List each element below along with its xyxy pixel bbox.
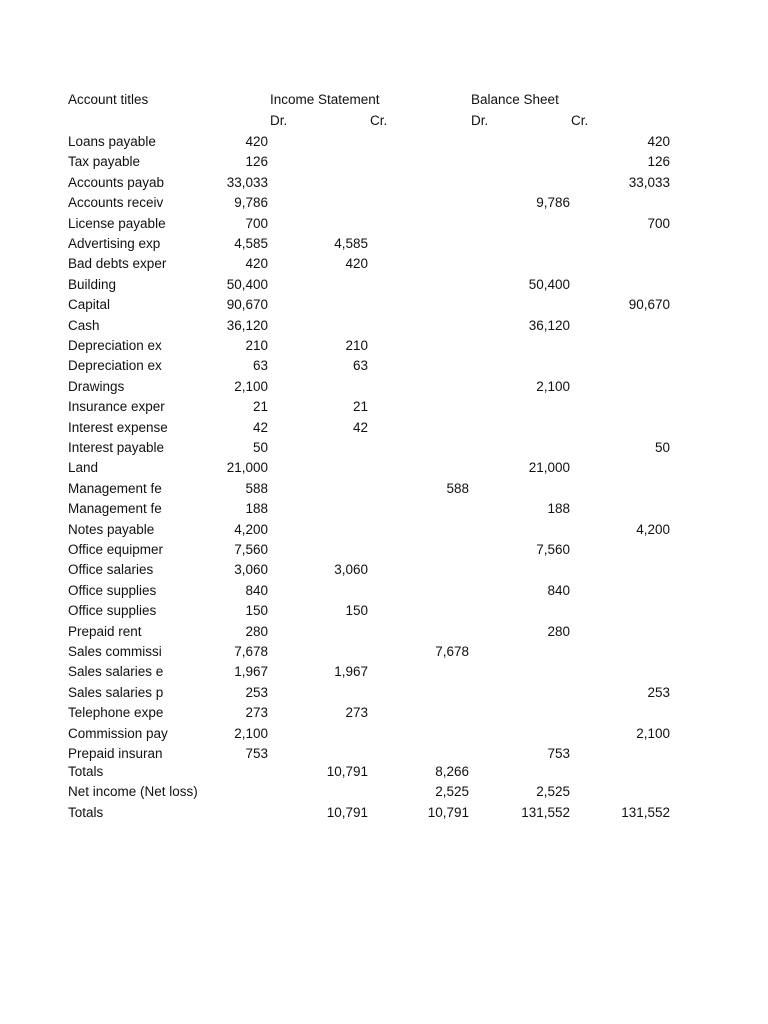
- account-title-cell: Prepaid insuran: [68, 746, 163, 761]
- ledger-dr-cell: 7,678: [234, 644, 268, 659]
- subheader-row: [0, 111, 768, 131]
- bs-dr-cell: [470, 642, 570, 662]
- bs-dr-cell: 753: [547, 746, 570, 761]
- bs-dr-cell: [470, 703, 570, 723]
- is-cr-cell: [369, 214, 469, 234]
- account-title-cell: Capital: [68, 297, 111, 313]
- is-dr-cell: 10,791: [326, 804, 368, 820]
- is-cr-cell: 8,266: [435, 764, 469, 779]
- bs-cr-cell: [570, 560, 670, 580]
- is-dr-cell: 1,967: [334, 664, 368, 680]
- bs-cr-cell: 131,552: [621, 804, 670, 820]
- account-title-cell: Bad debts exper: [68, 256, 167, 272]
- is-cr-cell: [369, 458, 469, 478]
- is-cr-cell: [369, 377, 469, 397]
- table-row: [0, 458, 768, 478]
- is-cr-cell: 2,525: [435, 784, 469, 800]
- is-dr-cell: 150: [345, 603, 368, 619]
- account-title-cell: Cash: [68, 317, 100, 333]
- bs-cr-cell: 2,100: [636, 725, 670, 741]
- table-row: [0, 295, 768, 315]
- bs-cr-cell: [570, 193, 670, 213]
- bs-cr-cell: 50: [654, 440, 670, 455]
- income-statement-header: Income Statement: [270, 92, 380, 107]
- bs-cr-cell: [570, 356, 670, 376]
- is-dr-header: Dr.: [270, 113, 288, 128]
- bs-cr-cell: [570, 782, 670, 802]
- bs-dr-cell: [470, 479, 570, 499]
- is-dr-cell: [268, 316, 368, 336]
- account-title-cell: Drawings: [68, 378, 125, 394]
- bs-cr-cell: [570, 377, 670, 397]
- bs-cr-cell: [570, 703, 670, 723]
- account-title-cell: Office supplies: [68, 603, 157, 619]
- is-cr-cell: [369, 152, 469, 172]
- bs-dr-cell: [470, 234, 570, 254]
- is-dr-cell: [268, 438, 368, 458]
- table-row: [0, 540, 768, 560]
- table-row: [0, 214, 768, 234]
- is-dr-cell: 42: [352, 419, 368, 435]
- table-row: [0, 703, 768, 723]
- account-title-cell: Totals: [68, 804, 104, 820]
- ledger-dr-cell: 4,585: [234, 236, 268, 251]
- bs-dr-cell: [470, 560, 570, 580]
- is-cr-cell: 588: [446, 480, 469, 496]
- table-row: [0, 234, 768, 254]
- ledger-dr-cell: 2,100: [234, 725, 268, 741]
- bs-cr-cell: [570, 254, 670, 274]
- ledger-dr-cell: 150: [245, 603, 268, 619]
- table-row: [0, 275, 768, 295]
- ledger-dr-cell: 21: [252, 399, 268, 415]
- account-title-cell: License payable: [68, 215, 166, 231]
- is-cr-cell: [369, 724, 469, 744]
- is-dr-cell: [268, 458, 368, 478]
- is-cr-cell: [369, 520, 469, 540]
- bs-dr-cell: [470, 418, 570, 438]
- account-title-cell: Loans payable: [68, 134, 156, 149]
- bs-cr-cell: [570, 234, 670, 254]
- is-cr-cell: [369, 662, 469, 682]
- bs-cr-cell: [570, 458, 670, 478]
- bs-dr-cell: 50,400: [528, 276, 570, 292]
- account-title-cell: Depreciation ex: [68, 358, 162, 374]
- account-title-cell: Notes payable: [68, 521, 155, 537]
- is-cr-cell: [369, 418, 469, 438]
- is-cr-cell: [369, 295, 469, 315]
- ledger-dr-cell: 42: [252, 419, 268, 435]
- is-cr-cell: [369, 316, 469, 336]
- bs-dr-cell: 840: [547, 582, 570, 598]
- is-dr-cell: [268, 132, 368, 152]
- is-dr-cell: [268, 724, 368, 744]
- is-cr-cell: [369, 234, 469, 254]
- ledger-dr-cell: 753: [245, 746, 268, 761]
- bs-cr-cell: [570, 499, 670, 519]
- table-row: [0, 479, 768, 499]
- bs-dr-cell: 131,552: [521, 804, 570, 820]
- is-dr-cell: 4,585: [334, 236, 368, 251]
- bs-cr-cell: 4,200: [636, 521, 670, 537]
- bs-dr-cell: 21,000: [528, 460, 570, 476]
- ledger-dr-cell: 420: [245, 256, 268, 272]
- is-dr-cell: [268, 377, 368, 397]
- is-dr-cell: 21: [352, 399, 368, 415]
- is-dr-cell: [268, 683, 368, 703]
- table-row: [0, 397, 768, 417]
- ledger-dr-cell: [168, 762, 268, 782]
- ledger-dr-cell: 4,200: [234, 521, 268, 537]
- bs-dr-cell: [470, 173, 570, 193]
- is-cr-cell: [369, 560, 469, 580]
- is-dr-cell: [268, 744, 368, 764]
- bs-cr-cell: [570, 479, 670, 499]
- table-row: [0, 254, 768, 274]
- account-title-cell: Office salaries: [68, 562, 154, 578]
- is-dr-cell: [268, 540, 368, 560]
- table-row: [0, 336, 768, 356]
- summary-row: [0, 762, 768, 782]
- is-cr-cell: [369, 540, 469, 560]
- ledger-dr-cell: 50: [252, 440, 268, 455]
- bs-dr-cell: 7,560: [536, 542, 570, 557]
- bs-cr-cell: [570, 540, 670, 560]
- is-dr-cell: [268, 642, 368, 662]
- ledger-dr-cell: 2,100: [234, 378, 268, 394]
- ledger-dr-cell: 50,400: [226, 276, 268, 292]
- table-row: [0, 724, 768, 744]
- is-dr-cell: [268, 520, 368, 540]
- table-row: [0, 683, 768, 703]
- is-cr-cell: [369, 132, 469, 152]
- account-title-cell: Net income (Net loss): [68, 784, 198, 800]
- ledger-dr-cell: 21,000: [226, 460, 268, 476]
- ledger-dr-cell: 90,670: [226, 297, 268, 313]
- table-row: [0, 152, 768, 172]
- table-row: [0, 193, 768, 213]
- balance-sheet-header: Balance Sheet: [471, 92, 559, 107]
- bs-cr-cell: 700: [647, 215, 670, 231]
- account-title-cell: Totals: [68, 764, 104, 779]
- bs-dr-cell: [470, 397, 570, 417]
- is-cr-cell: [369, 356, 469, 376]
- bs-dr-cell: [470, 762, 570, 782]
- is-cr-cell: [369, 683, 469, 703]
- ledger-dr-cell: 36,120: [226, 317, 268, 333]
- is-cr-cell: [369, 336, 469, 356]
- bs-dr-header: Dr.: [471, 113, 489, 128]
- is-cr-cell: 10,791: [427, 804, 469, 820]
- bs-cr-cell: [570, 397, 670, 417]
- bs-cr-cell: [570, 581, 670, 601]
- table-row: [0, 418, 768, 438]
- account-title-cell: Depreciation ex: [68, 338, 162, 353]
- ledger-dr-cell: 126: [245, 154, 268, 170]
- is-cr-cell: [369, 744, 469, 764]
- ledger-dr-cell: 9,786: [234, 195, 268, 211]
- bs-dr-cell: [470, 356, 570, 376]
- bs-cr-header: Cr.: [571, 113, 589, 128]
- bs-dr-cell: 2,100: [536, 378, 570, 394]
- table-row: [0, 744, 768, 764]
- bs-dr-cell: [470, 724, 570, 744]
- bs-dr-cell: [470, 152, 570, 172]
- ledger-dr-cell: 840: [245, 582, 268, 598]
- is-cr-cell: [369, 499, 469, 519]
- ledger-dr-cell: 273: [245, 705, 268, 721]
- ledger-dr-cell: 588: [245, 480, 268, 496]
- table-row: [0, 622, 768, 642]
- ledger-dr-cell: 700: [245, 215, 268, 231]
- account-title-cell: Advertising exp: [68, 236, 161, 251]
- account-title-cell: Sales salaries p: [68, 684, 164, 700]
- account-title-cell: Commission pay: [68, 725, 168, 741]
- is-dr-cell: [268, 622, 368, 642]
- bs-cr-cell: [570, 418, 670, 438]
- is-cr-cell: [369, 193, 469, 213]
- account-title-cell: Office equipmer: [68, 542, 164, 557]
- bs-cr-cell: 126: [647, 154, 670, 170]
- is-dr-cell: 210: [345, 338, 368, 353]
- is-cr-cell: [369, 581, 469, 601]
- bs-dr-cell: [470, 254, 570, 274]
- bs-cr-cell: [570, 642, 670, 662]
- is-cr-cell: [369, 622, 469, 642]
- account-title-cell: Interest expense: [68, 419, 168, 435]
- account-title-cell: Tax payable: [68, 154, 141, 170]
- account-title-cell: Accounts payab: [68, 174, 165, 190]
- is-cr-cell: [369, 275, 469, 295]
- account-title-cell: Accounts receiv: [68, 195, 164, 211]
- is-dr-cell: 10,791: [326, 764, 368, 779]
- account-title-cell: Interest payable: [68, 440, 165, 455]
- ledger-dr-cell: [168, 782, 268, 802]
- bs-dr-cell: 2,525: [536, 784, 570, 800]
- is-dr-cell: [268, 479, 368, 499]
- bs-dr-cell: 188: [547, 501, 570, 517]
- is-dr-cell: 420: [345, 256, 368, 272]
- table-row: [0, 438, 768, 458]
- ledger-dr-cell: 63: [252, 358, 268, 374]
- account-title-cell: Sales commissi: [68, 644, 162, 659]
- is-cr-cell: [369, 601, 469, 621]
- is-dr-cell: 273: [345, 705, 368, 721]
- ledger-dr-cell: 253: [245, 684, 268, 700]
- is-cr-cell: [369, 397, 469, 417]
- bs-dr-cell: [470, 683, 570, 703]
- is-dr-cell: [268, 173, 368, 193]
- bs-dr-cell: [470, 132, 570, 152]
- is-cr-cell: [369, 438, 469, 458]
- table-row: [0, 560, 768, 580]
- table-row: [0, 132, 768, 152]
- bs-cr-cell: 253: [647, 684, 670, 700]
- bs-cr-cell: [570, 275, 670, 295]
- bs-dr-cell: [470, 438, 570, 458]
- bs-cr-cell: [570, 316, 670, 336]
- table-row: [0, 499, 768, 519]
- account-title-cell: Sales salaries e: [68, 664, 164, 680]
- is-cr-cell: 7,678: [435, 644, 469, 659]
- table-row: [0, 316, 768, 336]
- is-dr-cell: [268, 193, 368, 213]
- is-dr-cell: [268, 499, 368, 519]
- summary-row: [0, 782, 768, 802]
- table-row: [0, 377, 768, 397]
- is-dr-cell: 3,060: [334, 562, 368, 578]
- is-dr-cell: 63: [352, 358, 368, 374]
- bs-cr-cell: [570, 662, 670, 682]
- is-cr-cell: [369, 173, 469, 193]
- ledger-dr-cell: 210: [245, 338, 268, 353]
- account-titles-header: Account titles: [68, 92, 149, 107]
- bs-cr-cell: [570, 601, 670, 621]
- is-cr-cell: [369, 254, 469, 274]
- bs-dr-cell: 36,120: [528, 317, 570, 333]
- is-dr-cell: [268, 275, 368, 295]
- account-title-cell: Building: [68, 276, 117, 292]
- account-title-cell: Insurance exper: [68, 399, 165, 415]
- table-row: [0, 520, 768, 540]
- is-dr-cell: [268, 214, 368, 234]
- table-row: [0, 642, 768, 662]
- is-dr-cell: [268, 295, 368, 315]
- ledger-dr-cell: 280: [245, 623, 268, 639]
- is-cr-cell: [369, 703, 469, 723]
- ledger-dr-cell: 1,967: [234, 664, 268, 680]
- is-cr-header: Cr.: [370, 113, 388, 128]
- table-row: [0, 173, 768, 193]
- table-row: [0, 356, 768, 376]
- bs-cr-cell: 420: [647, 134, 670, 149]
- header-row: [0, 90, 768, 110]
- account-title-cell: Prepaid rent: [68, 623, 142, 639]
- bs-dr-cell: [470, 295, 570, 315]
- bs-dr-cell: [470, 336, 570, 356]
- account-title-cell: Land: [68, 460, 99, 476]
- account-title-cell: Management fe: [68, 480, 162, 496]
- bs-cr-cell: [570, 744, 670, 764]
- bs-cr-cell: [570, 622, 670, 642]
- bs-dr-cell: 280: [547, 623, 570, 639]
- summary-row: [0, 803, 768, 823]
- ledger-dr-cell: 7,560: [234, 542, 268, 557]
- bs-cr-cell: [570, 336, 670, 356]
- is-dr-cell: [268, 581, 368, 601]
- ledger-dr-cell: 33,033: [226, 174, 268, 190]
- table-row: [0, 662, 768, 682]
- bs-dr-cell: [470, 662, 570, 682]
- account-title-cell: Telephone expe: [68, 705, 164, 721]
- bs-cr-cell: 33,033: [628, 174, 670, 190]
- account-title-cell: Office supplies: [68, 582, 157, 598]
- bs-dr-cell: [470, 601, 570, 621]
- account-title-cell: Management fe: [68, 501, 162, 517]
- ledger-dr-cell: 420: [245, 134, 268, 149]
- ledger-dr-cell: 188: [245, 501, 268, 517]
- bs-dr-cell: [470, 214, 570, 234]
- bs-dr-cell: [470, 520, 570, 540]
- is-dr-cell: [268, 782, 368, 802]
- table-row: [0, 581, 768, 601]
- bs-cr-cell: [570, 762, 670, 782]
- bs-cr-cell: 90,670: [628, 297, 670, 313]
- ledger-dr-cell: [168, 803, 268, 823]
- ledger-dr-cell: 3,060: [234, 562, 268, 578]
- bs-dr-cell: 9,786: [536, 195, 570, 211]
- table-row: [0, 601, 768, 621]
- is-dr-cell: [268, 152, 368, 172]
